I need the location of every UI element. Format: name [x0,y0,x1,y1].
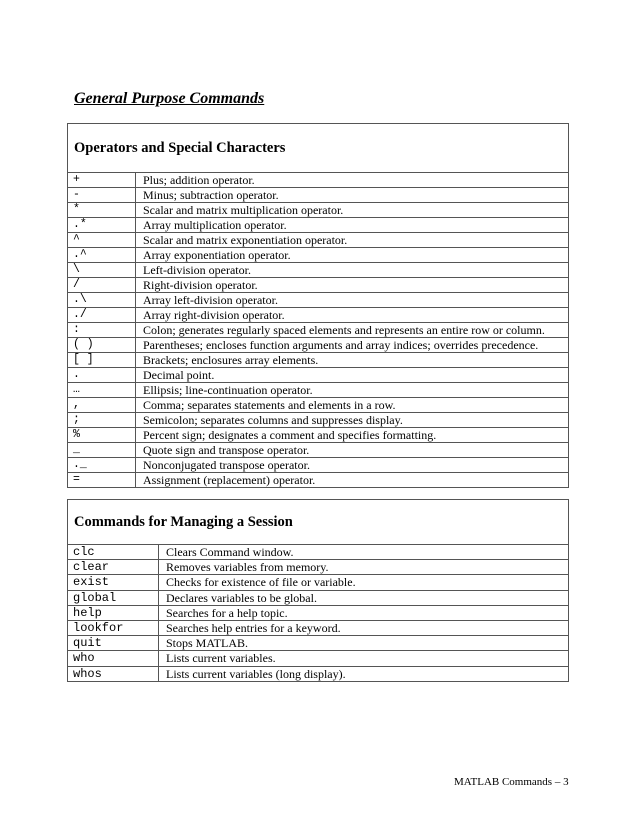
command-description: Nonconjugated transpose operator. [136,458,569,473]
table-row [68,590,568,605]
command-symbol: : [68,323,136,338]
operators-heading: Operators and Special Characters [68,124,568,173]
command-symbol: exist [68,575,159,590]
operators-section [67,123,569,488]
table-row [68,605,568,620]
table-row [68,560,568,575]
command-symbol: .^ [68,248,136,263]
command-description: Stops MATLAB. [159,636,569,651]
table-row [68,353,568,368]
page-footer: MATLAB Commands – 3 [454,776,569,788]
command-description: Right-division operator. [136,278,569,293]
table-row [68,443,568,458]
table-row [68,636,568,651]
session-heading: Commands for Managing a Session [68,500,568,545]
command-description: Colon; generates regularly spaced elements and represents an entire row or column. [136,323,569,338]
command-symbol: lookfor [68,620,159,635]
command-description: Array left-division operator. [136,293,569,308]
session-commands-table [68,545,568,681]
command-symbol: . [68,368,136,383]
command-description: Ellipsis; line-continuation operator. [136,383,569,398]
command-symbol: clc [68,545,159,560]
table-row [68,203,568,218]
command-symbol: [ ] [68,353,136,368]
command-symbol: … [68,383,136,398]
table-row [68,188,568,203]
command-symbol: ._ [68,458,136,473]
command-symbol: whos [68,666,159,681]
table-row [68,666,568,681]
table-row [68,293,568,308]
table-row [68,173,568,188]
command-description: Removes variables from memory. [159,560,569,575]
command-description: Minus; subtraction operator. [136,188,569,203]
command-symbol: - [68,188,136,203]
table-row [68,368,568,383]
command-symbol: help [68,605,159,620]
table-row [68,413,568,428]
table-row [68,545,568,560]
command-symbol: ^ [68,233,136,248]
command-description: Percent sign; designates a comment and specifies formatting. [136,428,569,443]
command-description: Declares variables to be global. [159,590,569,605]
command-symbol: ; [68,413,136,428]
table-row [68,233,568,248]
command-symbol: + [68,173,136,188]
command-description: Assignment (replacement) operator. [136,473,569,488]
command-description: Quote sign and transpose operator. [136,443,569,458]
command-symbol: clear [68,560,159,575]
command-symbol: ( ) [68,338,136,353]
command-description: Brackets; enclosures array elements. [136,353,569,368]
table-row [68,398,568,413]
command-description: Parentheses; encloses function arguments and array indices; overrides precedence. [136,338,569,353]
table-row [68,248,568,263]
command-description: Left-division operator. [136,263,569,278]
command-description: Lists current variables (long display). [159,666,569,681]
table-row [68,575,568,590]
command-symbol: who [68,651,159,666]
command-symbol: .\ [68,293,136,308]
command-symbol: _ [68,443,136,458]
table-row [68,278,568,293]
table-row [68,308,568,323]
operators-table [68,173,568,487]
table-row [68,651,568,666]
table-row [68,458,568,473]
command-description: Clears Command window. [166,545,294,560]
command-description: Array right-division operator. [136,308,569,323]
command-symbol: * [68,203,136,218]
command-symbol: = [68,473,136,488]
table-row [68,323,568,338]
page-title: General Purpose Commands [74,90,265,107]
table-row [68,428,568,443]
command-symbol: global [68,590,159,605]
command-description: Comma; separates statements and elements in a row. [136,398,569,413]
table-row [68,338,568,353]
command-description: Decimal point. [136,368,569,383]
command-symbol: \ [68,263,136,278]
table-row [68,620,568,635]
command-symbol: / [68,278,136,293]
table-row [68,218,568,233]
command-description: Searches for a help topic. [159,605,569,620]
command-description: Lists current variables. [159,651,569,666]
table-row [68,263,568,278]
command-symbol: % [68,428,136,443]
command-symbol: , [68,398,136,413]
command-description: Array multiplication operator. [136,218,569,233]
command-description: Checks for existence of file or variable. [159,575,569,590]
table-row [68,473,568,488]
command-description: Array exponentiation operator. [136,248,569,263]
session-commands-section [67,499,569,682]
command-symbol: .* [68,218,136,233]
command-description: Scalar and matrix multiplication operator. [136,203,569,218]
command-symbol: ./ [68,308,136,323]
command-description: Scalar and matrix exponentiation operator. [136,233,569,248]
command-description: Semicolon; separates columns and suppresses display. [136,413,569,428]
table-row [68,383,568,398]
command-symbol: quit [68,636,159,651]
command-description: Plus; addition operator. [143,173,255,187]
command-description: Searches help entries for a keyword. [159,620,569,635]
